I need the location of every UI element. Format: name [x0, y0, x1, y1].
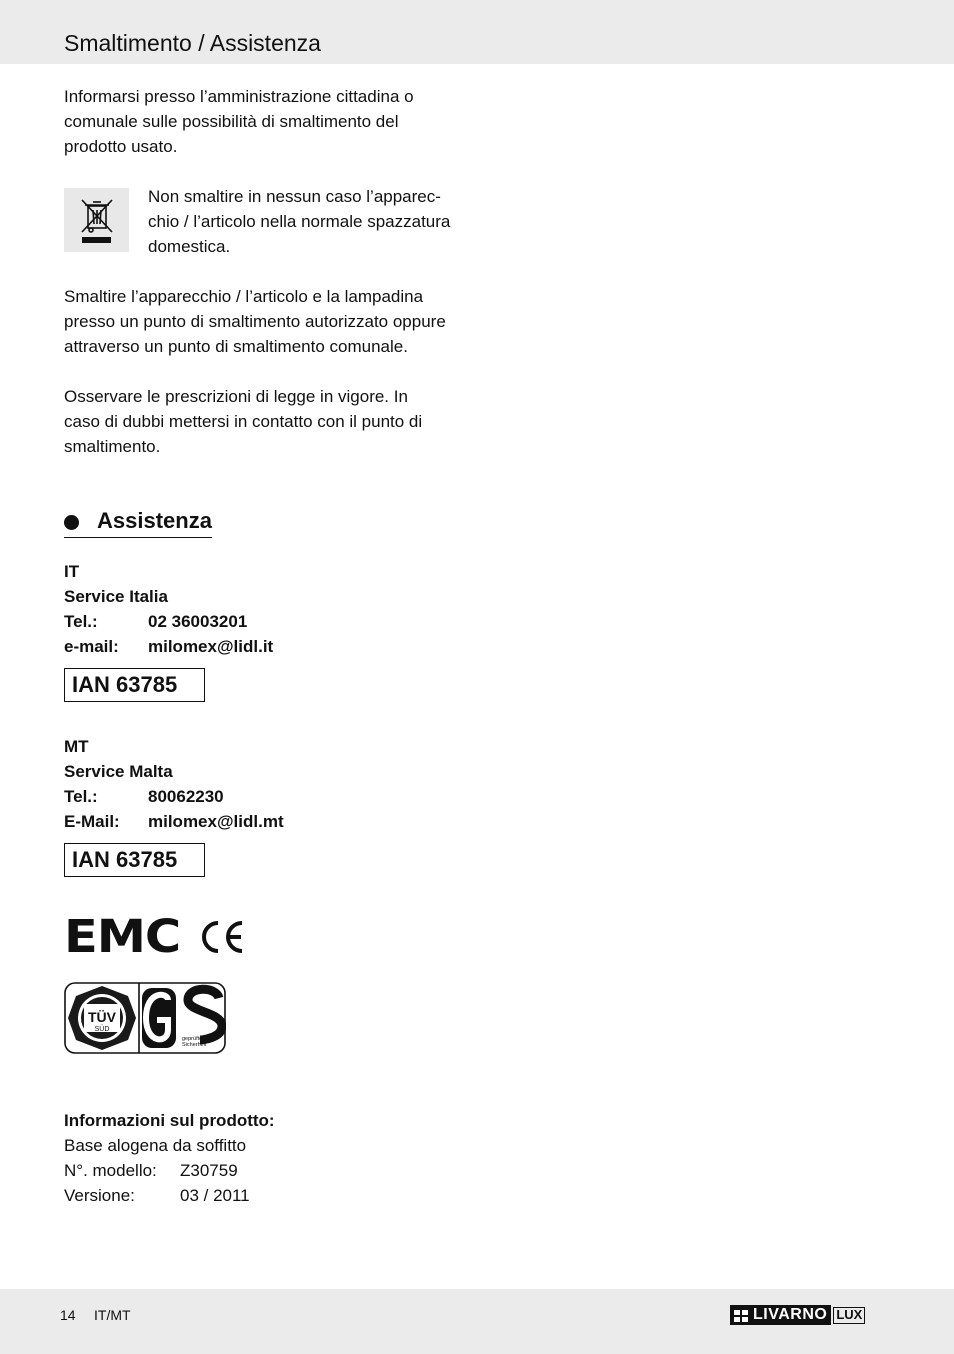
contact-italy	[64, 559, 273, 659]
disposal-paragraph-1: Informarsi presso l’amministrazione cittadina o comunale sulle possibilità di smaltimento del prodotto usato.	[64, 87, 414, 156]
product-info-title: Informazioni sul prodotto:	[64, 1111, 275, 1130]
emc-mark: EMC	[64, 910, 181, 963]
contact-malta	[64, 734, 284, 834]
page-number: 14	[60, 1307, 76, 1323]
ian-box-italy: IAN 63785	[64, 668, 205, 702]
contact-country: MT	[64, 737, 89, 756]
disposal-paragraph-2: Smaltire l’apparecchio / l’articolo e la lampadina presso un punto di smaltimento autorizzato oppure attraverso un punto di smaltimento comunale.	[64, 287, 446, 356]
gs-sub-2: Sicherheit	[182, 1042, 207, 1048]
tel-number[interactable]: 02 36003201	[148, 612, 248, 631]
contact-country: IT	[64, 562, 80, 581]
assistance-title: Assistenza	[97, 508, 212, 533]
crossed-out-wheelie-bin-icon	[64, 188, 129, 252]
product-name: Base alogena da soffitto	[64, 1136, 247, 1155]
livarno-lux-logo	[730, 1305, 865, 1325]
tuv-text: TÜV	[88, 1009, 116, 1025]
brand-name: LIVARNO	[753, 1306, 828, 1323]
page-title: Smaltimento / Assistenza	[64, 30, 321, 56]
bullet-icon	[64, 515, 79, 530]
certification-marks	[64, 910, 244, 963]
contact-service: Service Italia	[64, 587, 168, 606]
model-number: Z30759	[180, 1161, 238, 1180]
tel-label: Tel.:	[64, 612, 98, 631]
tuv-gs-badge-icon	[64, 982, 226, 1054]
language-code: IT/MT	[94, 1307, 131, 1323]
ce-mark-icon	[198, 919, 244, 955]
version-value: 03 / 2011	[180, 1186, 250, 1205]
version-label: Versione:	[64, 1186, 135, 1205]
brand-sub: LUX	[833, 1307, 865, 1324]
email-label: e-mail:	[64, 637, 119, 656]
ian-box-malta: IAN 63785	[64, 843, 205, 877]
contact-service: Service Malta	[64, 762, 173, 781]
tel-label: Tel.:	[64, 787, 98, 806]
tel-number[interactable]: 80062230	[148, 787, 224, 806]
product-info	[64, 1108, 275, 1208]
logo-grid-icon	[734, 1309, 748, 1321]
sud-text: SÜD	[94, 1026, 110, 1033]
email-label: E-Mail:	[64, 812, 120, 831]
weee-notice: Non smaltire in nessun caso l’apparec- chio / l’articolo nella normale spazzatura domestica.	[148, 187, 451, 256]
model-label: N°. modello:	[64, 1161, 157, 1180]
email-address[interactable]: milomex@lidl.it	[148, 637, 274, 656]
assistance-heading	[64, 505, 212, 538]
email-address[interactable]: milomex@lidl.mt	[148, 812, 284, 831]
disposal-paragraph-3: Osservare le prescrizioni di legge in vigore. In caso di dubbi mettersi in contatto con il punto di smaltimento.	[64, 387, 423, 456]
gs-sub-1: geprüfte	[182, 1036, 203, 1042]
